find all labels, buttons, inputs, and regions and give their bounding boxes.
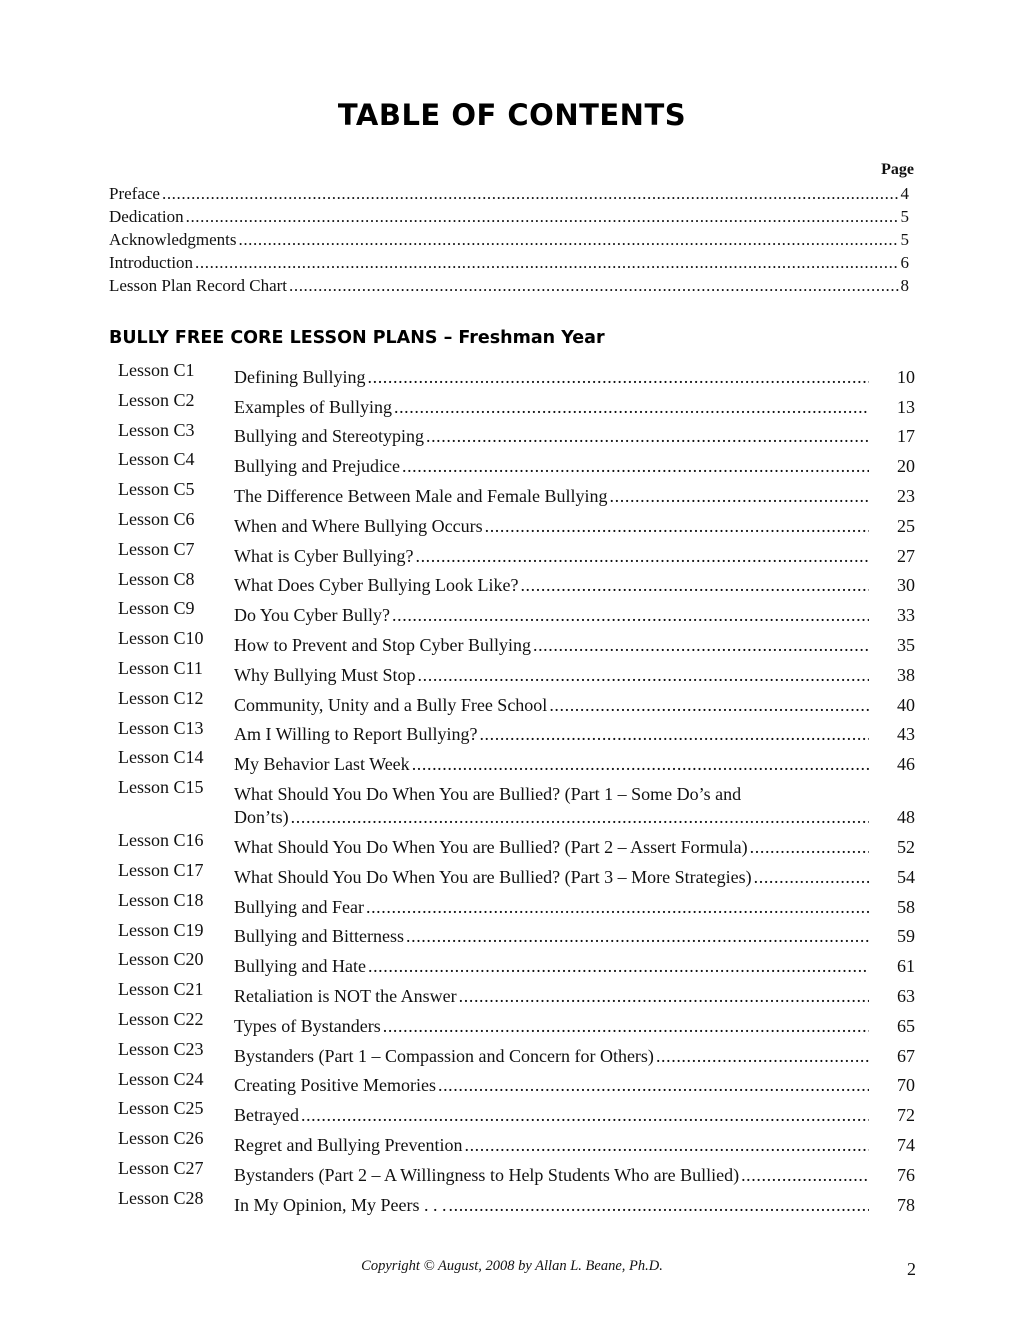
lesson-page: 10 <box>897 366 915 387</box>
dot-leader <box>415 545 869 568</box>
lesson-row-c18[interactable] <box>118 889 915 919</box>
lesson-page: 72 <box>897 1105 915 1126</box>
lesson-title: Retaliation is NOT the Answer <box>234 985 457 1006</box>
lesson-code: Lesson C8 <box>118 568 195 589</box>
dot-leader <box>426 425 869 448</box>
lesson-row-c16[interactable] <box>118 829 915 859</box>
toc-entry-page: 8 <box>900 276 909 295</box>
lesson-code: Lesson C20 <box>118 949 204 970</box>
lesson-code: Lesson C13 <box>118 717 204 738</box>
lesson-title: Bystanders (Part 2 – A Willingness to Help Students Who are Bullied) <box>234 1164 740 1185</box>
lesson-row-c20[interactable] <box>118 948 915 978</box>
toc-entry-acknowledgments[interactable] <box>109 228 909 251</box>
lesson-row-c4[interactable] <box>118 448 915 478</box>
lesson-title: Bullying and Prejudice <box>234 456 400 477</box>
lesson-code: Lesson C14 <box>118 747 204 768</box>
lesson-row-c13[interactable] <box>118 717 915 747</box>
lesson-code: Lesson C22 <box>118 1008 204 1029</box>
dot-leader <box>392 604 869 627</box>
lesson-code: Lesson C11 <box>118 657 203 678</box>
lesson-row-c12[interactable] <box>118 687 915 717</box>
lesson-code: Lesson C4 <box>118 449 195 470</box>
toc-entry-title: Preface <box>109 184 160 203</box>
lesson-title: When and Where Bullying Occurs <box>234 515 483 536</box>
lesson-code: Lesson C6 <box>118 508 195 529</box>
dot-leader <box>464 1134 869 1157</box>
dot-leader <box>368 366 870 389</box>
dot-leader <box>162 182 899 205</box>
dot-leader <box>394 396 869 419</box>
lesson-code: Lesson C26 <box>118 1128 204 1149</box>
lesson-code: Lesson C24 <box>118 1068 204 1089</box>
lesson-page: 61 <box>897 956 915 977</box>
lesson-row-c14[interactable] <box>118 746 915 776</box>
lesson-row-c26[interactable] <box>118 1127 915 1157</box>
lesson-code: Lesson C9 <box>118 598 195 619</box>
lesson-row-c10[interactable] <box>118 627 915 657</box>
footer-page-number: 2 <box>907 1259 916 1279</box>
lesson-row-c24[interactable] <box>118 1068 915 1098</box>
toc-entry-title: Acknowledgments <box>109 230 237 249</box>
lesson-title: Do You Cyber Bully? <box>234 605 391 626</box>
dot-leader <box>406 925 869 948</box>
lesson-page: 58 <box>897 896 915 917</box>
lesson-row-c2[interactable] <box>118 389 915 419</box>
lesson-row-c5[interactable] <box>118 478 915 508</box>
lesson-code: Lesson C17 <box>118 859 204 880</box>
dot-leader <box>418 664 869 687</box>
lesson-row-c1[interactable] <box>118 359 915 389</box>
dot-leader <box>741 1164 869 1187</box>
toc-entry-lesson-plan-record-chart[interactable] <box>109 274 909 297</box>
lesson-code: Lesson C5 <box>118 479 195 500</box>
lesson-title: Bullying and Hate <box>234 956 366 977</box>
dot-leader <box>479 723 869 746</box>
dot-leader <box>368 955 869 978</box>
dot-leader <box>610 485 869 508</box>
lesson-title: Bullying and Stereotyping <box>234 426 424 447</box>
dot-leader <box>459 985 869 1008</box>
lesson-row-c17[interactable] <box>118 859 915 889</box>
lesson-title: Bystanders (Part 1 – Compassion and Concern for Others) <box>234 1045 654 1066</box>
lesson-page: 74 <box>897 1134 915 1155</box>
lesson-row-c19[interactable] <box>118 919 915 949</box>
front-matter-list <box>109 182 909 297</box>
lesson-title: Examples of Bullying <box>234 396 392 417</box>
dot-leader <box>656 1045 869 1068</box>
toc-entry-page: 4 <box>900 184 909 203</box>
lesson-page: 23 <box>897 485 915 506</box>
dot-leader <box>195 251 898 274</box>
toc-entry-dedication[interactable] <box>109 205 909 228</box>
lesson-title: What is Cyber Bullying? <box>234 545 414 566</box>
lesson-row-c21[interactable] <box>118 978 915 1008</box>
lesson-page: 76 <box>897 1164 915 1185</box>
lesson-page: 27 <box>897 545 915 566</box>
lesson-row-c28[interactable] <box>118 1187 915 1217</box>
lesson-row-c22[interactable] <box>118 1008 915 1038</box>
lesson-page: 52 <box>897 836 915 857</box>
lesson-title: In My Opinion, My Peers . . . <box>234 1194 447 1215</box>
toc-entry-page: 6 <box>900 253 909 272</box>
toc-entry-preface[interactable] <box>109 182 909 205</box>
dot-leader <box>549 694 869 717</box>
dot-leader <box>750 836 869 859</box>
lesson-title: What Should You Do When You are Bullied? (Part 2 – Assert Formula) <box>234 836 748 857</box>
lesson-page: 48 <box>897 807 915 828</box>
lesson-page: 59 <box>897 926 915 947</box>
toc-entry-title: Dedication <box>109 207 184 226</box>
lesson-code: Lesson C7 <box>118 538 195 559</box>
dot-leader <box>238 228 898 251</box>
lesson-page: 46 <box>897 754 915 775</box>
toc-entry-title: Lesson Plan Record Chart <box>109 276 287 295</box>
dot-leader <box>754 866 869 889</box>
page-title: TABLE OF CONTENTS <box>337 98 687 132</box>
lesson-title: What Should You Do When You are Bullied? (Part 3 – More Strategies) <box>234 866 752 887</box>
lesson-page: 43 <box>897 724 915 745</box>
lesson-page: 67 <box>897 1045 915 1066</box>
lesson-code: Lesson C2 <box>118 389 195 410</box>
dot-leader <box>412 753 869 776</box>
lesson-code: Lesson C18 <box>118 889 204 910</box>
lesson-title: Bullying and Bitterness <box>234 926 404 947</box>
lesson-row-c3[interactable] <box>118 419 915 449</box>
lesson-code: Lesson C1 <box>118 360 195 380</box>
dot-leader <box>186 205 899 228</box>
toc-entry-introduction[interactable] <box>109 251 909 274</box>
lesson-code: Lesson C27 <box>118 1157 204 1178</box>
section-heading: BULLY FREE CORE LESSON PLANS – Freshman Year <box>109 328 605 348</box>
lesson-page: 38 <box>897 664 915 685</box>
lesson-page: 13 <box>897 396 915 417</box>
lesson-title: Types of Bystanders <box>234 1015 381 1036</box>
lesson-page: 25 <box>897 515 915 536</box>
lesson-code: Lesson C10 <box>118 628 204 649</box>
lesson-row-c25[interactable] <box>118 1097 915 1127</box>
lesson-row-c9[interactable] <box>118 597 915 627</box>
lesson-title: The Difference Between Male and Female Bullying <box>234 485 608 506</box>
lesson-row-c11[interactable] <box>118 657 915 687</box>
lesson-title-line2: Don’ts) <box>234 807 289 828</box>
lesson-code: Lesson C28 <box>118 1187 204 1208</box>
lesson-page: 35 <box>897 634 915 655</box>
dot-leader <box>533 634 869 657</box>
lesson-code: Lesson C16 <box>118 830 204 851</box>
lesson-title: Am I Willing to Report Bullying? <box>234 724 478 745</box>
dot-leader <box>520 574 869 597</box>
dot-leader <box>383 1015 869 1038</box>
lesson-row-c8[interactable] <box>118 568 915 598</box>
lesson-list <box>118 359 915 1217</box>
lesson-page: 30 <box>897 575 915 596</box>
lesson-title: Regret and Bullying Prevention <box>234 1134 463 1155</box>
dot-leader <box>449 1194 870 1217</box>
lesson-title: Why Bullying Must Stop <box>234 664 416 685</box>
lesson-page: 70 <box>897 1075 915 1096</box>
lesson-page: 54 <box>897 866 915 887</box>
lesson-title: How to Prevent and Stop Cyber Bullying <box>234 634 531 655</box>
page-column-label: Page <box>881 161 914 178</box>
lesson-title: What Does Cyber Bullying Look Like? <box>234 575 519 596</box>
lesson-page: 33 <box>897 605 915 626</box>
dot-leader <box>402 455 869 478</box>
lesson-page: 78 <box>897 1194 915 1215</box>
lesson-title: My Behavior Last Week <box>234 754 410 775</box>
lesson-page: 20 <box>897 456 915 477</box>
dot-leader <box>366 896 869 919</box>
lesson-page: 17 <box>897 426 915 447</box>
lesson-title: Defining Bullying <box>234 366 366 387</box>
lesson-page: 65 <box>897 1015 915 1036</box>
dot-leader <box>485 515 869 538</box>
dot-leader <box>291 806 869 829</box>
lesson-code: Lesson C15 <box>118 777 204 798</box>
dot-leader <box>301 1104 869 1127</box>
lesson-row-c6[interactable] <box>118 508 915 538</box>
lesson-row-c15[interactable] <box>118 776 915 829</box>
lesson-code: Lesson C3 <box>118 419 195 440</box>
lesson-title-line1: What Should You Do When You are Bullied? (Part 1 – Some Do’s and <box>234 784 742 805</box>
dot-leader <box>289 274 899 297</box>
lesson-row-c27[interactable] <box>118 1157 915 1187</box>
dot-leader <box>438 1074 869 1097</box>
toc-entry-page: 5 <box>900 207 909 226</box>
toc-entry-page: 5 <box>900 230 909 249</box>
lesson-row-c23[interactable] <box>118 1038 915 1068</box>
lesson-title: Community, Unity and a Bully Free School <box>234 694 548 715</box>
lesson-code: Lesson C12 <box>118 687 204 708</box>
lesson-title: Creating Positive Memories <box>234 1075 436 1096</box>
lesson-code: Lesson C23 <box>118 1038 204 1059</box>
lesson-page: 63 <box>897 985 915 1006</box>
lesson-code: Lesson C21 <box>118 979 204 1000</box>
footer-copyright: Copyright © August, 2008 by Allan L. Beane, Ph.D. <box>361 1258 663 1274</box>
lesson-title: Betrayed <box>234 1105 299 1126</box>
lesson-code: Lesson C25 <box>118 1098 204 1119</box>
lesson-code: Lesson C19 <box>118 919 204 940</box>
lesson-title: Bullying and Fear <box>234 896 364 917</box>
toc-entry-title: Introduction <box>109 253 194 272</box>
lesson-page: 40 <box>897 694 915 715</box>
lesson-row-c7[interactable] <box>118 538 915 568</box>
